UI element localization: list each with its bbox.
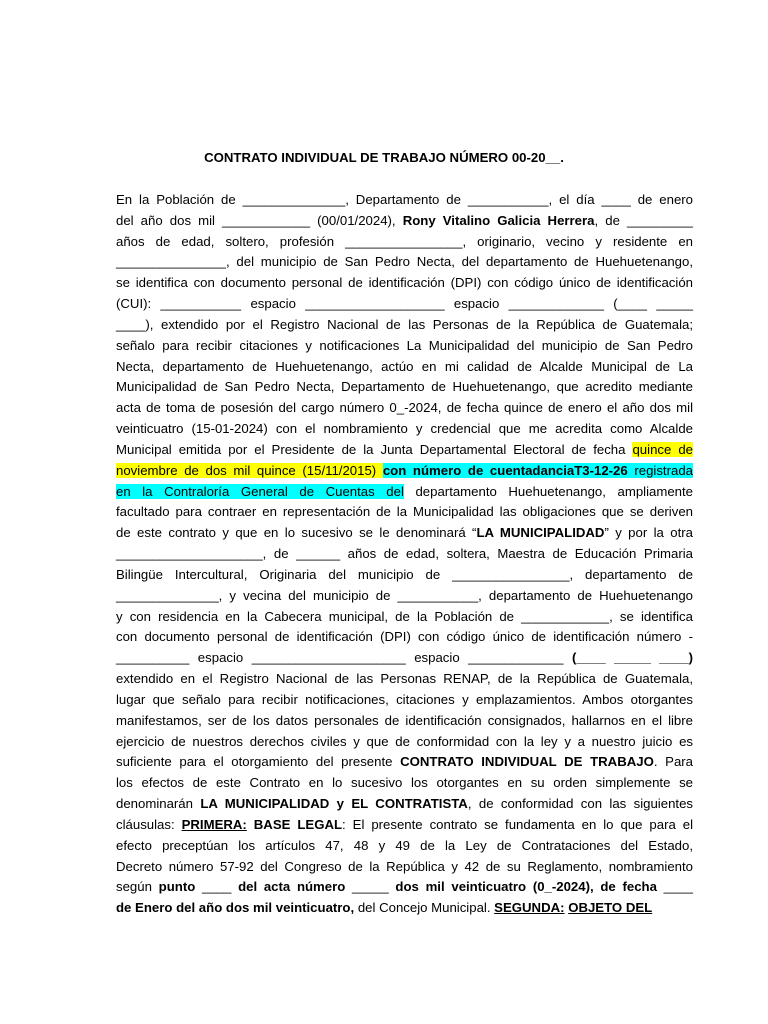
text-line (116, 669, 693, 690)
text-line (116, 523, 693, 544)
text-run: Rony Vitalino Galicia Herrera (402, 212, 595, 228)
text-run (247, 817, 254, 832)
text-line (116, 836, 693, 857)
text-run: __________ espacio _____________________ espacio _____________ (116, 650, 572, 666)
text-run: ____ (656, 879, 693, 895)
text-run: : El presente contrato se fundamenta en lo que para el (342, 816, 693, 832)
text-line (116, 544, 693, 565)
text-run: (CUI): ___________ espacio ___________________ espacio _____________ (____ _____ (116, 296, 693, 312)
text-line (116, 419, 693, 440)
text-line (116, 794, 693, 815)
text-run: acta de toma de posesión del cargo número 0_-2024, de fecha quince de enero el año dos mil (116, 400, 693, 416)
text-run: punto (158, 879, 196, 895)
text-run: _____ (345, 879, 396, 895)
text-run: CONTRATO INDIVIDUAL DE TRABAJO (400, 754, 654, 770)
text-run: noviembre de dos mil quince (15/11/2015) (116, 462, 383, 478)
text-run: con número de cuentadanciaT3-12-26 (382, 462, 628, 478)
text-line (116, 273, 693, 294)
text-line (116, 190, 693, 211)
text-line (116, 711, 693, 732)
text-line (116, 877, 693, 898)
text-run: del Concejo Municipal. (354, 900, 495, 916)
text-run: según (116, 879, 159, 895)
text-run: efecto preceptúan los artículos 47, 48 y 49 de la Ley de Contrataciones del Estado, (116, 837, 693, 853)
text-line (116, 211, 693, 232)
text-line (116, 752, 693, 773)
text-line (116, 461, 693, 482)
text-line (116, 398, 693, 419)
text-run: facultado para contraer en representación de la Municipalidad las obligaciones que se deriven (116, 504, 693, 520)
text-run: Decreto número 57-92 del Congreso de la República y 42 de su Reglamento, nombramiento (116, 858, 693, 874)
text-run: Bilingüe Intercultural, Originaria del municipio de ________________, departamento de (116, 566, 693, 582)
text-run: . Para (653, 754, 694, 770)
text-run: de Enero del año dos mil veinticuatro, (116, 900, 355, 916)
text-run: ____ (195, 879, 239, 895)
text-run: En la Población de ______________, Departamento de ___________, el día ____ de enero (116, 192, 693, 207)
text-run: SEGUNDA: (494, 900, 565, 916)
text-run: veinticuatro (15-01-2024) con el nombramiento y credencial que me acredita como Alcalde (116, 421, 693, 437)
text-run: quince de (632, 441, 693, 457)
text-run: ______________, y vecina del municipio de ___________, departamento de Huehuetenango (116, 587, 693, 603)
text-line (116, 502, 693, 523)
text-line (116, 627, 693, 648)
text-run: ____________________, de ______ años de edad, soltera, Maestra de Educación Primaria (116, 546, 693, 562)
text-run: cláusulas: (116, 816, 182, 832)
text-run: y con residencia en la Cabecera municipal, de la Población de ____________, se identifica (116, 608, 693, 624)
text-run: suficiente para el otorgamiento del presente (116, 754, 401, 770)
text-run: denominarán (116, 796, 201, 812)
text-run: registrada (627, 462, 693, 478)
text-line (116, 648, 693, 669)
text-run: del año dos mil ____________ (00/01/2024), (116, 212, 403, 228)
text-run: ” y por la otra (604, 525, 693, 541)
text-run: LA MUNICIPALIDAD (476, 525, 605, 541)
text-run: de este contrato y que en lo sucesivo se le denominará “ (116, 525, 477, 541)
text-line (116, 565, 693, 586)
text-run: (____ _____ ____) (571, 650, 693, 666)
text-run: lugar que señalo para recibir notificaciones, citaciones y emplazamientos. Ambos otorgantes (116, 691, 693, 707)
text-line (116, 482, 693, 503)
text-line (116, 815, 693, 836)
text-run: manifestamos, ser de los datos personales de identificación consignados, hallarnos en el libre (116, 712, 693, 728)
text-line (116, 357, 693, 378)
text-run: extendido en el Registro Nacional de las Personas RENAP, de la República de Guatemala, (116, 671, 693, 687)
text-line (116, 252, 693, 273)
text-run: del acta número (238, 879, 346, 895)
text-line (116, 732, 693, 753)
text-run: departamento Huehuetenango, ampliamente (403, 483, 694, 499)
text-line (116, 440, 693, 461)
text-run: BASE LEGAL (253, 816, 343, 832)
text-run: ____), extendido por el Registro Nacional de las Personas de la República de Guatemala; (116, 316, 693, 332)
text-line (116, 294, 693, 315)
text-run: años de edad, soltero, profesión ________________, originario, vecino y residente en (116, 233, 693, 249)
text-run: con documento personal de identificación (DPI) con código único de identificación número - (116, 629, 693, 645)
text-run: se identifica con documento personal de identificación (DPI) con código único de identificación (116, 275, 693, 291)
contract-title: CONTRATO INDIVIDUAL DE TRABAJO NÚMERO 00-20__. (204, 150, 564, 165)
text-line (116, 690, 693, 711)
text-line (116, 857, 693, 878)
text-run: señalo para recibir citaciones y notificaciones La Municipalidad del municipio de San Pedro (116, 337, 693, 353)
text-line (116, 607, 693, 628)
text-line (116, 773, 693, 794)
text-run: los efectos de este Contrato en lo sucesivo los otorgantes en su orden simplemente se (116, 775, 693, 791)
contract-body (116, 190, 693, 919)
text-run: , de _________ (594, 212, 693, 228)
text-line (116, 232, 693, 253)
text-run: , de conformidad con las siguientes (467, 796, 693, 812)
text-line (116, 586, 693, 607)
text-run: en la Contraloría General de Cuentas del (116, 483, 404, 499)
text-line (116, 377, 693, 398)
text-run: _______________, del municipio de San Pedro Necta, del departamento de Huehuetenango, (116, 254, 693, 270)
text-run: dos mil veinticuatro (0_-2024), de fecha (395, 879, 657, 895)
text-run: Municipal emitida por el Presidente de la Junta Departamental Electoral de fecha (116, 441, 633, 457)
text-run: Necta, departamento de Huehuetenango, actúo en mi calidad de Alcalde Municipal de La (116, 358, 693, 374)
text-run: Municipalidad de San Pedro Necta, Departamento de Huehuetenango, que acredito mediante (116, 379, 693, 395)
text-run: ejercicio de nuestros derechos civiles y que de conformidad con la ley y a nuestro juicio es (116, 733, 693, 749)
text-run: LA MUNICIPALIDAD y EL CONTRATISTA (200, 796, 468, 812)
text-run: PRIMERA: (181, 816, 247, 832)
text-line (116, 315, 693, 336)
text-line (116, 898, 693, 919)
text-line (116, 336, 693, 357)
text-run: OBJETO DEL (568, 900, 653, 916)
